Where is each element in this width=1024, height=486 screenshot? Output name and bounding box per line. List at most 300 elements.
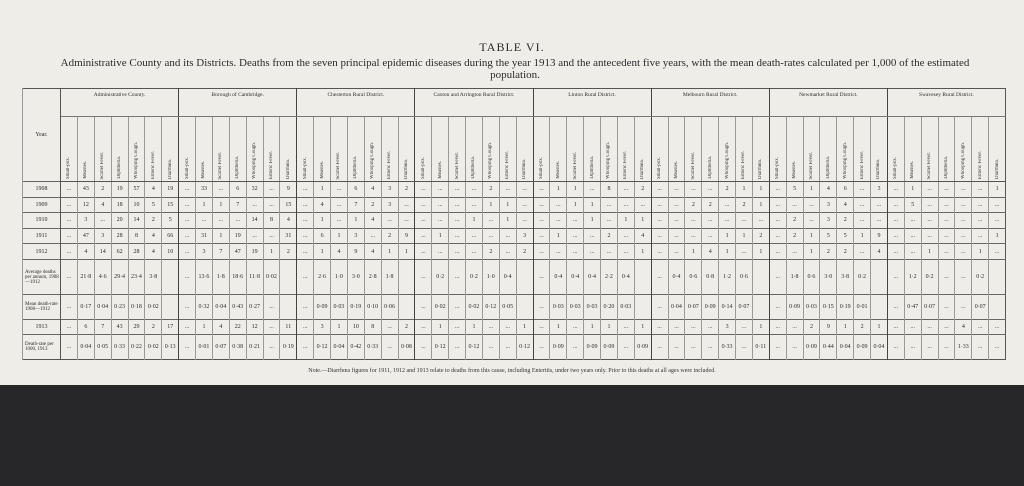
table-cell: 0·05 bbox=[499, 295, 516, 319]
table-cell: 9 bbox=[398, 228, 415, 244]
table-cell: 0·04 bbox=[212, 295, 229, 319]
table-cell: 2·8 bbox=[364, 259, 381, 295]
table-cell: 29·4 bbox=[111, 259, 128, 295]
district-header: Newmarket Rural District. bbox=[769, 89, 887, 117]
table-cell: ... bbox=[601, 197, 618, 213]
table-cell: 4·6 bbox=[94, 259, 111, 295]
disease-label: Diarrhœa. bbox=[876, 158, 882, 179]
table-cell: ... bbox=[955, 228, 972, 244]
table-row bbox=[23, 319, 1006, 335]
table-cell: 3 bbox=[381, 197, 398, 213]
table-cell: ... bbox=[533, 295, 550, 319]
disease-label: Diarrhœa. bbox=[403, 158, 409, 179]
table-cell: ... bbox=[938, 319, 955, 335]
table-cell: 2 bbox=[94, 182, 111, 198]
table-cell bbox=[280, 259, 297, 295]
table-cell bbox=[162, 295, 179, 319]
table-cell: 3·8 bbox=[145, 259, 162, 295]
table-cell: ... bbox=[533, 228, 550, 244]
disease-column-header bbox=[668, 117, 685, 182]
table-cell: 0·12 bbox=[314, 335, 331, 360]
disease-label: Whooping Cough. bbox=[252, 142, 258, 179]
table-cell: 0·20 bbox=[601, 295, 618, 319]
table-cell: ... bbox=[702, 213, 719, 229]
table-cell: ... bbox=[854, 213, 871, 229]
table-cell: 2·2 bbox=[601, 259, 618, 295]
table-cell: ... bbox=[331, 197, 348, 213]
disease-column-header bbox=[837, 117, 854, 182]
table-cell: ... bbox=[938, 182, 955, 198]
table-cell: ... bbox=[61, 228, 78, 244]
disease-column-header bbox=[769, 117, 786, 182]
table-cell: 0·02 bbox=[432, 295, 449, 319]
table-cell: ... bbox=[516, 213, 533, 229]
disease-label: Diarrhœa. bbox=[167, 158, 173, 179]
footnote: Note.—Diarrhœa figures for 1911, 1912 and 1913 relate to deaths from this cause, including Enteritis, under two years only. Prior to this deaths at all ages were included. bbox=[308, 368, 716, 374]
table-cell: 1 bbox=[837, 319, 854, 335]
table-cell: 2 bbox=[398, 319, 415, 335]
table-cell: 0·27 bbox=[246, 295, 263, 319]
table-cell: 1 bbox=[567, 182, 584, 198]
table-cell: ... bbox=[617, 182, 634, 198]
table-cell: ... bbox=[297, 244, 314, 260]
table-cell: ... bbox=[921, 319, 938, 335]
disease-column-header bbox=[854, 117, 871, 182]
table-cell: 1 bbox=[752, 182, 769, 198]
table-cell: 1 bbox=[989, 182, 1006, 198]
table-cell: 1 bbox=[803, 182, 820, 198]
disease-column-header bbox=[516, 117, 533, 182]
table-cell: 0·02 bbox=[466, 295, 483, 319]
table-cell: 2 bbox=[280, 244, 297, 260]
table-cell: ... bbox=[567, 228, 584, 244]
table-cell: 6 bbox=[314, 228, 331, 244]
disease-label: Scarlet Fever. bbox=[100, 151, 106, 179]
table-cell: 1 bbox=[803, 244, 820, 260]
table-cell: ... bbox=[685, 319, 702, 335]
table-cell: 1·8 bbox=[786, 259, 803, 295]
disease-label: Whooping Cough. bbox=[842, 142, 848, 179]
disease-label: Scarlet Fever. bbox=[336, 151, 342, 179]
table-cell: ... bbox=[449, 295, 466, 319]
disease-label: Whooping Cough. bbox=[133, 142, 139, 179]
table-cell: 0·10 bbox=[364, 295, 381, 319]
table-cell: ... bbox=[584, 182, 601, 198]
table-cell: 4 bbox=[364, 213, 381, 229]
table-cell: 3 bbox=[94, 228, 111, 244]
table-cell: 4 bbox=[212, 319, 229, 335]
table-cell: 2 bbox=[702, 197, 719, 213]
table-cell: ... bbox=[972, 228, 989, 244]
table-cell: 12 bbox=[246, 319, 263, 335]
table-cell: ... bbox=[263, 182, 280, 198]
disease-label: Scarlet Fever. bbox=[690, 151, 696, 179]
table-cell: ... bbox=[398, 213, 415, 229]
table-cell: ... bbox=[617, 228, 634, 244]
table-cell: ... bbox=[668, 244, 685, 260]
table-cell: 1 bbox=[871, 319, 888, 335]
table-cell: ... bbox=[989, 244, 1006, 260]
table-cell: 2 bbox=[601, 228, 618, 244]
table-cell: 9 bbox=[871, 228, 888, 244]
disease-label: Measles. bbox=[319, 161, 325, 179]
table-cell: 4 bbox=[702, 244, 719, 260]
table-cell: ... bbox=[550, 244, 567, 260]
table-cell: ... bbox=[229, 213, 246, 229]
district-header: Administrative County. bbox=[61, 89, 179, 117]
table-cell: ... bbox=[415, 335, 432, 360]
disease-label: Diphtheria. bbox=[825, 156, 831, 179]
table-cell: 1 bbox=[499, 197, 516, 213]
table-cell: ... bbox=[921, 197, 938, 213]
disease-column-header bbox=[584, 117, 601, 182]
table-cell: 23·4 bbox=[128, 259, 145, 295]
disease-column-header bbox=[634, 117, 651, 182]
table-cell: 0·18 bbox=[128, 295, 145, 319]
table-cell: 11·8 bbox=[246, 259, 263, 295]
district-header: Linton Rural District. bbox=[533, 89, 651, 117]
table-cell: 1 bbox=[752, 319, 769, 335]
table-cell: ... bbox=[769, 213, 786, 229]
table-cell: ... bbox=[854, 197, 871, 213]
table-cell: 43 bbox=[111, 319, 128, 335]
table-cell: 29 bbox=[128, 319, 145, 335]
table-cell: ... bbox=[651, 244, 668, 260]
table-cell: 1 bbox=[482, 197, 499, 213]
table-cell: 0·2 bbox=[921, 259, 938, 295]
table-cell: ... bbox=[955, 244, 972, 260]
table-cell: ... bbox=[567, 335, 584, 360]
table-cell: 0·2 bbox=[466, 259, 483, 295]
table-cell: ... bbox=[972, 319, 989, 335]
table-cell: ... bbox=[364, 228, 381, 244]
table-cell: 0·4 bbox=[567, 259, 584, 295]
disease-label: Measles. bbox=[792, 161, 798, 179]
table-cell: ... bbox=[921, 213, 938, 229]
table-cell: 0·09 bbox=[584, 335, 601, 360]
disease-label: Diarrhœa. bbox=[758, 158, 764, 179]
table-cell: ... bbox=[786, 319, 803, 335]
table-cell: ... bbox=[466, 197, 483, 213]
table-cell: 1 bbox=[719, 228, 736, 244]
disease-label: Enteric Fever. bbox=[741, 150, 747, 179]
table-cell: ... bbox=[533, 244, 550, 260]
table-cell: 1 bbox=[212, 228, 229, 244]
table-cell: 8 bbox=[364, 319, 381, 335]
row-label: Death-rate per 1000, 1913 bbox=[23, 335, 61, 360]
table-cell: ... bbox=[381, 335, 398, 360]
table-cell: 1 bbox=[904, 182, 921, 198]
table-cell: ... bbox=[989, 213, 1006, 229]
table-cell: 0·23 bbox=[111, 295, 128, 319]
table-cell: ... bbox=[651, 295, 668, 319]
table-cell: ... bbox=[786, 244, 803, 260]
table-cell: 6 bbox=[229, 182, 246, 198]
table-cell: ... bbox=[904, 213, 921, 229]
disease-label: Small-pox. bbox=[66, 156, 72, 179]
table-cell: ... bbox=[955, 213, 972, 229]
table-cell: ... bbox=[989, 335, 1006, 360]
table-cell bbox=[989, 259, 1006, 295]
scan-background bbox=[0, 385, 1024, 486]
table-cell: ... bbox=[803, 213, 820, 229]
table-cell: 4 bbox=[145, 182, 162, 198]
table-cell: 1 bbox=[584, 213, 601, 229]
table-cell: 1·0 bbox=[331, 259, 348, 295]
table-cell: 0·33 bbox=[719, 335, 736, 360]
table-cell: 2 bbox=[736, 197, 753, 213]
disease-label: Scarlet Fever. bbox=[454, 151, 460, 179]
table-cell: ... bbox=[972, 335, 989, 360]
table-cell: 5 bbox=[904, 197, 921, 213]
table-cell: 2 bbox=[145, 319, 162, 335]
table-cell: 0·6 bbox=[736, 259, 753, 295]
table-cell: ... bbox=[955, 259, 972, 295]
disease-column-header bbox=[94, 117, 111, 182]
table-cell: ... bbox=[432, 197, 449, 213]
table-cell: ... bbox=[212, 213, 229, 229]
table-cell: ... bbox=[415, 213, 432, 229]
table-cell: 0·07 bbox=[921, 295, 938, 319]
table-cell: 0·47 bbox=[904, 295, 921, 319]
table-cell: 0·4 bbox=[668, 259, 685, 295]
table-cell: 4 bbox=[871, 244, 888, 260]
row-label: Average deaths per annum, 1908—1912 bbox=[23, 259, 61, 295]
table-cell: ... bbox=[752, 213, 769, 229]
table-row bbox=[23, 228, 1006, 244]
disease-label: Whooping Cough. bbox=[724, 142, 730, 179]
table-cell: ... bbox=[61, 244, 78, 260]
table-cell: 1 bbox=[212, 197, 229, 213]
table-cell: ... bbox=[938, 213, 955, 229]
year-header: Year. bbox=[23, 89, 61, 182]
disease-column-header bbox=[786, 117, 803, 182]
table-cell: 1 bbox=[516, 319, 533, 335]
table-cell: 1 bbox=[550, 319, 567, 335]
table-title: TABLE VI. bbox=[479, 40, 545, 54]
disease-label: Diphtheria. bbox=[117, 156, 123, 179]
table-cell: 7 bbox=[229, 197, 246, 213]
table-cell: ... bbox=[432, 182, 449, 198]
table-cell: 0·15 bbox=[820, 295, 837, 319]
district-header: Swavesey Rural District. bbox=[887, 89, 1005, 117]
disease-column-header bbox=[989, 117, 1006, 182]
table-cell: 1 bbox=[432, 319, 449, 335]
table-cell: ... bbox=[246, 197, 263, 213]
table-cell: 0·04 bbox=[94, 295, 111, 319]
table-cell: 0·14 bbox=[719, 295, 736, 319]
table-cell: 1 bbox=[196, 197, 213, 213]
table-cell: ... bbox=[179, 335, 196, 360]
table-cell: ... bbox=[803, 197, 820, 213]
disease-column-header bbox=[449, 117, 466, 182]
disease-label: Small-pox. bbox=[184, 156, 190, 179]
table-cell: ... bbox=[61, 197, 78, 213]
district-header: Melbourn Rural District. bbox=[651, 89, 769, 117]
table-cell: 2 bbox=[837, 244, 854, 260]
disease-label: Scarlet Fever. bbox=[218, 151, 224, 179]
table-cell: ... bbox=[449, 228, 466, 244]
table-cell: 2 bbox=[516, 244, 533, 260]
table-cell: ... bbox=[331, 213, 348, 229]
table-cell: 1 bbox=[921, 244, 938, 260]
table-cell: 0·38 bbox=[229, 335, 246, 360]
table-cell: ... bbox=[263, 295, 280, 319]
table-cell: 0·07 bbox=[212, 335, 229, 360]
table-cell: 4 bbox=[145, 228, 162, 244]
table-cell: ... bbox=[651, 213, 668, 229]
table-cell: ... bbox=[887, 244, 904, 260]
table-cell: 1 bbox=[347, 213, 364, 229]
table-cell: ... bbox=[482, 335, 499, 360]
disease-column-header bbox=[719, 117, 736, 182]
disease-column-header bbox=[499, 117, 516, 182]
table-cell: 0·09 bbox=[314, 295, 331, 319]
disease-label: Scarlet Fever. bbox=[927, 151, 933, 179]
table-cell: ... bbox=[61, 213, 78, 229]
disease-label: Scarlet Fever. bbox=[572, 151, 578, 179]
table-cell: ... bbox=[972, 197, 989, 213]
table-cell: ... bbox=[533, 319, 550, 335]
disease-column-header bbox=[651, 117, 668, 182]
table-cell: 22 bbox=[229, 319, 246, 335]
table-cell: 2 bbox=[634, 182, 651, 198]
table-cell: 1 bbox=[719, 244, 736, 260]
table-cell: 32 bbox=[246, 182, 263, 198]
table-cell: ... bbox=[415, 182, 432, 198]
disease-column-header bbox=[752, 117, 769, 182]
table-cell: 6 bbox=[347, 182, 364, 198]
table-cell: 0·09 bbox=[702, 295, 719, 319]
table-cell: ... bbox=[482, 228, 499, 244]
table-cell: ... bbox=[668, 228, 685, 244]
table-cell: ... bbox=[584, 244, 601, 260]
table-cell: 0·19 bbox=[347, 295, 364, 319]
table-cell: 0·03 bbox=[331, 295, 348, 319]
table-cell: ... bbox=[955, 295, 972, 319]
disease-label: Enteric Fever. bbox=[505, 150, 511, 179]
table-cell: ... bbox=[955, 197, 972, 213]
table-cell bbox=[398, 259, 415, 295]
table-cell: 1 bbox=[499, 213, 516, 229]
table-cell: ... bbox=[449, 244, 466, 260]
disease-column-header bbox=[887, 117, 904, 182]
disease-label: Diarrhœa. bbox=[522, 158, 528, 179]
table-cell: 0·4 bbox=[550, 259, 567, 295]
table-cell: ... bbox=[651, 259, 668, 295]
table-cell: 1 bbox=[314, 182, 331, 198]
table-cell: ... bbox=[550, 213, 567, 229]
table-cell: ... bbox=[769, 319, 786, 335]
table-cell: 15 bbox=[280, 197, 297, 213]
table-cell: 2·6 bbox=[314, 259, 331, 295]
table-cell: ... bbox=[769, 295, 786, 319]
table-cell: 0·12 bbox=[482, 295, 499, 319]
table-cell: 1·0 bbox=[482, 259, 499, 295]
table-cell: ... bbox=[61, 335, 78, 360]
table-cell bbox=[516, 259, 533, 295]
table-cell: ... bbox=[415, 295, 432, 319]
table-cell: ... bbox=[685, 182, 702, 198]
table-cell: 4 bbox=[77, 244, 94, 260]
disease-column-header bbox=[179, 117, 196, 182]
table-cell: 19 bbox=[246, 244, 263, 260]
table-cell: 0·2 bbox=[432, 259, 449, 295]
disease-column-header bbox=[297, 117, 314, 182]
table-cell: ... bbox=[668, 213, 685, 229]
table-cell: ... bbox=[887, 295, 904, 319]
row-label: 1912 bbox=[23, 244, 61, 260]
table-cell: ... bbox=[736, 213, 753, 229]
table-cell: 3 bbox=[516, 228, 533, 244]
table-cell: ... bbox=[550, 197, 567, 213]
disease-label: Enteric Fever. bbox=[150, 150, 156, 179]
disease-label: Diarrhœa. bbox=[285, 158, 291, 179]
table-cell: 19 bbox=[229, 228, 246, 244]
table-cell: 1·33 bbox=[955, 335, 972, 360]
table-cell: 2 bbox=[786, 213, 803, 229]
disease-column-header bbox=[955, 117, 972, 182]
table-cell: ... bbox=[769, 182, 786, 198]
table-cell: ... bbox=[601, 244, 618, 260]
table-cell: 4 bbox=[364, 182, 381, 198]
table-cell: 0·07 bbox=[685, 295, 702, 319]
disease-label: Small-pox. bbox=[893, 156, 899, 179]
table-cell: ... bbox=[786, 197, 803, 213]
table-cell: 0·01 bbox=[196, 335, 213, 360]
table-cell: ... bbox=[246, 228, 263, 244]
disease-label: Measles. bbox=[83, 161, 89, 179]
table-cell: 20 bbox=[111, 213, 128, 229]
table-cell bbox=[634, 259, 651, 295]
table-cell: 10 bbox=[128, 197, 145, 213]
table-cell: 3 bbox=[347, 228, 364, 244]
table-cell: 0·04 bbox=[837, 335, 854, 360]
table-cell: 0·21 bbox=[246, 335, 263, 360]
disease-label: Small-pox. bbox=[657, 156, 663, 179]
disease-column-header bbox=[280, 117, 297, 182]
table-cell: 0·05 bbox=[94, 335, 111, 360]
disease-column-header bbox=[145, 117, 162, 182]
row-label: 1910 bbox=[23, 213, 61, 229]
table-cell: 1 bbox=[398, 244, 415, 260]
disease-label: Small-pox. bbox=[775, 156, 781, 179]
table-cell: 47 bbox=[229, 244, 246, 260]
table-cell: 0·42 bbox=[347, 335, 364, 360]
table-cell: 10 bbox=[347, 319, 364, 335]
table-cell: 43 bbox=[77, 182, 94, 198]
table-cell: 1 bbox=[550, 182, 567, 198]
disease-column-header bbox=[550, 117, 567, 182]
table-cell: 0·17 bbox=[77, 295, 94, 319]
table-row bbox=[23, 213, 1006, 229]
table-cell: 11 bbox=[280, 319, 297, 335]
table-cell: ... bbox=[567, 213, 584, 229]
table-cell: ... bbox=[466, 244, 483, 260]
table-cell: 0·01 bbox=[854, 295, 871, 319]
table-cell: 5 bbox=[786, 182, 803, 198]
table-cell: ... bbox=[904, 335, 921, 360]
table-cell: ... bbox=[702, 319, 719, 335]
table-cell: 0·44 bbox=[820, 335, 837, 360]
table-cell: 3 bbox=[77, 213, 94, 229]
table-cell: ... bbox=[651, 228, 668, 244]
district-header: Borough of Cambridge. bbox=[179, 89, 297, 117]
disease-label: Enteric Fever. bbox=[387, 150, 393, 179]
table-cell: 8 bbox=[128, 228, 145, 244]
table-cell: ... bbox=[989, 319, 1006, 335]
table-cell: 0·02 bbox=[145, 295, 162, 319]
